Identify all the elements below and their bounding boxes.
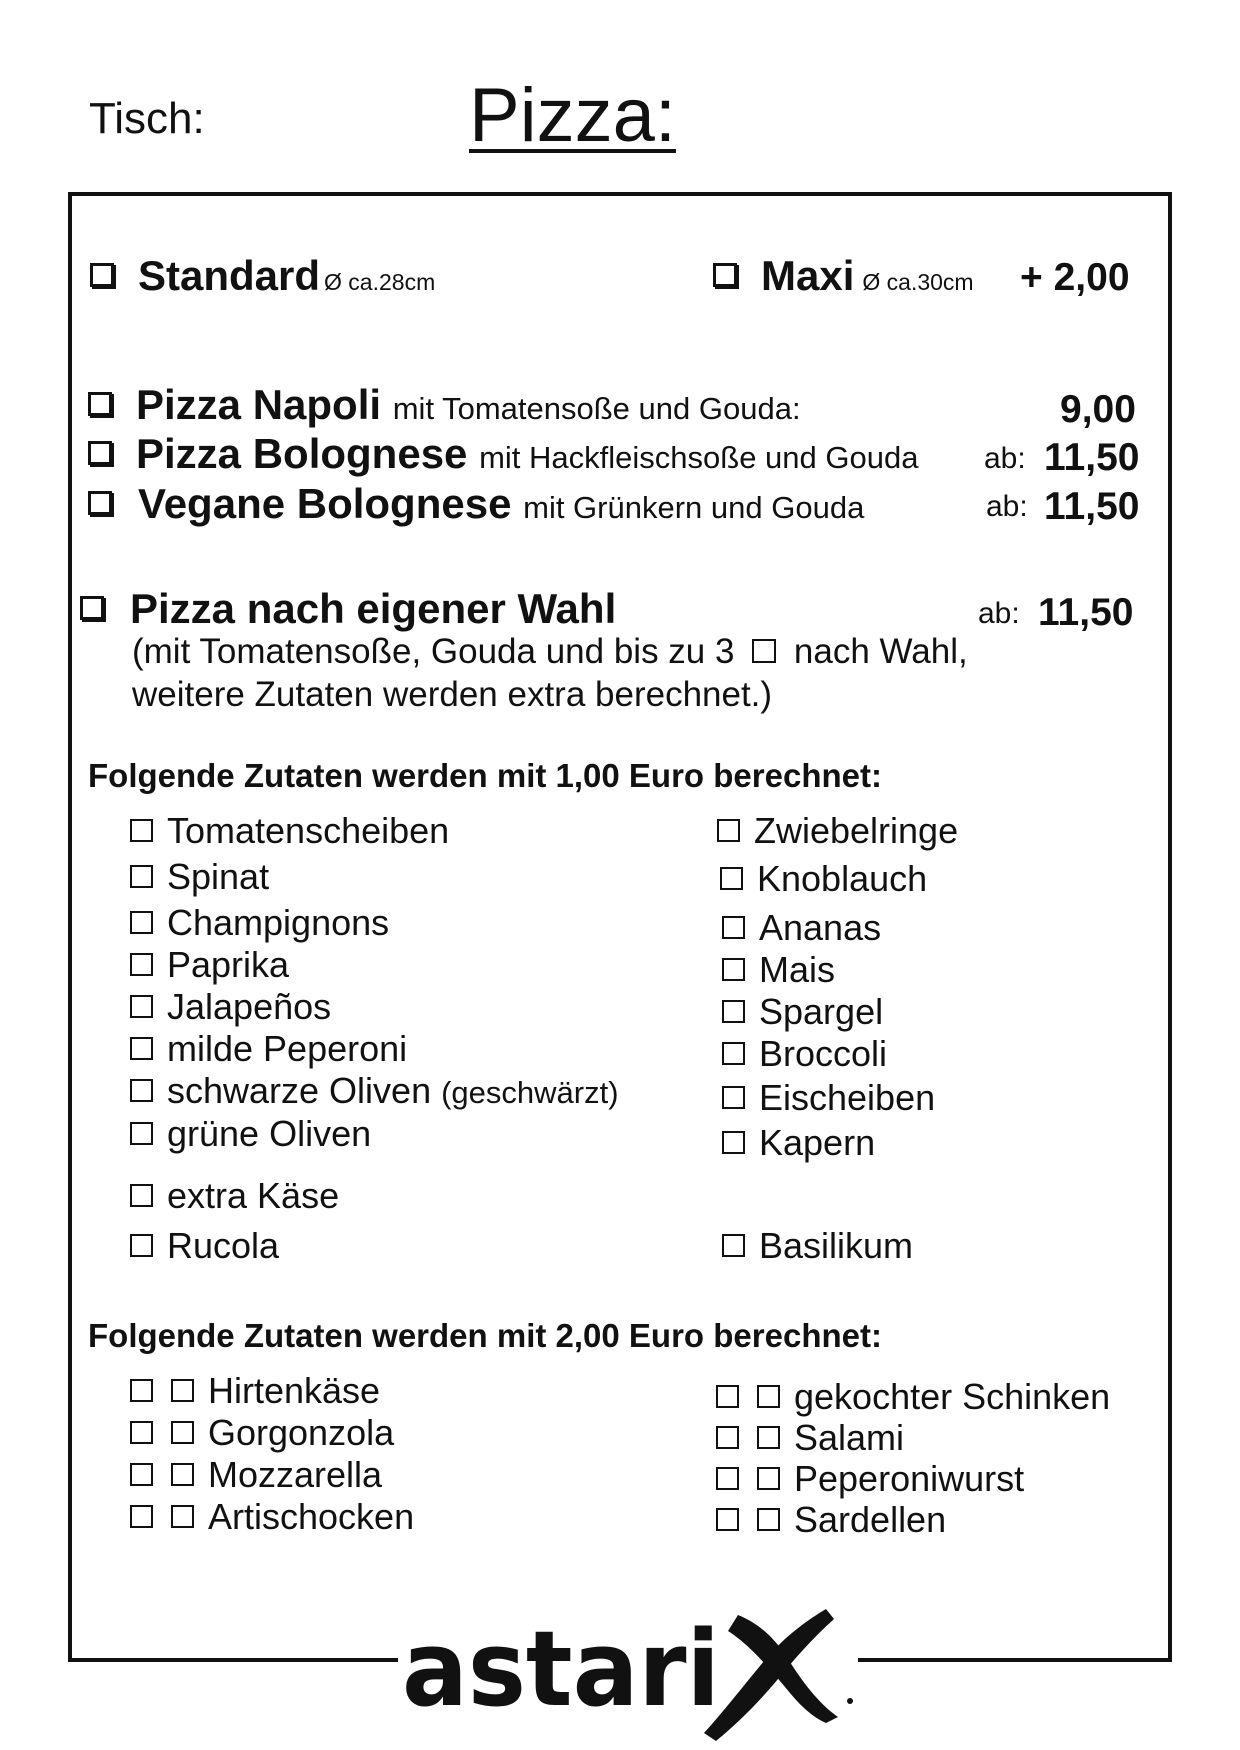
ingredient-item[interactable] (130, 856, 269, 898)
size-maxi-label: Maxi (761, 252, 855, 299)
ingredient-label: Artischocken (208, 1496, 415, 1537)
ingredient-label: Ananas (759, 907, 882, 948)
custom-note-line1 (132, 632, 968, 672)
checkbox-icon[interactable] (130, 1037, 153, 1060)
size-maxi-option[interactable] (713, 252, 974, 300)
pizza-napoli-row[interactable] (88, 381, 801, 429)
size-standard-note: Ø ca.28cm (324, 269, 436, 295)
ingredient-label: Broccoli (759, 1033, 888, 1074)
section2-heading: Folgende Zutaten werden mit 2,00 Euro berechnet: (88, 1317, 882, 1354)
pizza-name: Pizza Napoli (136, 381, 382, 428)
ingredient-label: Kapern (759, 1122, 876, 1163)
pizza-price: 11,50 (1044, 436, 1140, 479)
ingredient-label: Hirtenkäse (208, 1370, 381, 1411)
ingredient-label: Salami (794, 1417, 905, 1458)
size-standard-label: Standard (138, 252, 321, 299)
ingredient-label: Sardellen (794, 1499, 947, 1540)
ingredient-item[interactable] (130, 1113, 371, 1155)
checkbox-icon[interactable] (130, 1421, 153, 1444)
ingredient-item[interactable] (130, 1370, 380, 1412)
checkbox-icon[interactable] (722, 1086, 745, 1109)
ingredient-label: Champignons (167, 902, 390, 943)
checkbox-icon[interactable] (130, 865, 153, 888)
logo-wordmark: astari (402, 1608, 720, 1730)
ingredient-item[interactable] (130, 1028, 407, 1070)
checkbox-icon[interactable] (130, 1234, 153, 1257)
custom-price: 11,50 (1038, 591, 1134, 634)
pizza-price: 9,00 (1060, 388, 1136, 431)
ingredient-note: (geschwärzt) (441, 1075, 619, 1110)
custom-note-line2: weitere Zutaten werden extra berechnet.) (132, 675, 773, 714)
checkbox-icon[interactable] (716, 1508, 739, 1531)
checkbox-icon[interactable] (722, 958, 745, 981)
ingredient-item[interactable] (716, 1458, 1024, 1500)
logo-graphic (398, 1585, 858, 1745)
logo-dot (847, 1698, 853, 1704)
checkbox-icon[interactable] (171, 1421, 194, 1444)
ingredient-item[interactable] (716, 1417, 904, 1459)
ingredient-label: Mozzarella (208, 1454, 383, 1495)
custom-note-a: (mit Tomatensoße, Gouda und bis zu 3 (132, 632, 735, 671)
custom-pizza-row[interactable] (80, 585, 616, 633)
pizza-desc: mit Grünkern und Gouda (523, 490, 865, 525)
pizza-name: Pizza Bolognese (136, 430, 468, 477)
ingredient-item[interactable] (130, 986, 331, 1028)
checkbox-icon[interactable] (88, 491, 112, 515)
ingredient-item[interactable] (722, 991, 883, 1033)
custom-price-prefix: ab: (978, 597, 1020, 630)
ingredient-label: Rucola (167, 1225, 280, 1266)
ingredient-item[interactable] (720, 858, 927, 900)
checkbox-icon[interactable] (722, 1000, 745, 1023)
checkbox-icon[interactable] (130, 1079, 153, 1102)
checkbox-icon[interactable] (720, 867, 743, 890)
ingredient-item[interactable] (130, 1175, 339, 1217)
ingredient-item[interactable] (716, 1499, 946, 1541)
pizza-desc: mit Hackfleischsoße und Gouda (479, 440, 919, 475)
checkbox-icon[interactable] (722, 1234, 745, 1257)
checkbox-icon[interactable] (757, 1426, 780, 1449)
checkbox-icon[interactable] (757, 1508, 780, 1531)
ingredient-item[interactable] (722, 1122, 875, 1164)
checkbox-icon[interactable] (88, 441, 112, 465)
logo-x-stroke-2 (704, 1609, 834, 1741)
checkbox-icon[interactable] (88, 392, 112, 416)
checkbox-icon[interactable] (130, 1463, 153, 1486)
ingredient-label: gekochter Schinken (794, 1376, 1111, 1417)
ingredient-item[interactable] (716, 1376, 1110, 1418)
ingredient-label: grüne Oliven (167, 1113, 372, 1154)
ingredient-label: Jalapeños (167, 986, 332, 1027)
checkbox-icon[interactable] (716, 1467, 739, 1490)
ingredient-label: Tomatenscheiben (167, 810, 450, 851)
ingredient-label: Peperoniwurst (794, 1458, 1025, 1499)
checkbox-icon[interactable] (130, 953, 153, 976)
checkbox-icon[interactable] (757, 1385, 780, 1408)
checkbox-icon[interactable] (171, 1379, 194, 1402)
ingredient-item[interactable] (722, 1077, 935, 1119)
checkbox-icon[interactable] (757, 1467, 780, 1490)
checkbox-icon[interactable] (717, 819, 740, 842)
ingredient-item[interactable] (130, 1225, 279, 1267)
ingredient-label: schwarze Oliven (167, 1070, 432, 1111)
checkbox-icon[interactable] (130, 911, 153, 934)
checkbox-icon[interactable] (171, 1463, 194, 1486)
ingredient-label: extra Käse (167, 1175, 340, 1216)
size-maxi-price: + 2,00 (1020, 256, 1130, 299)
checkbox-icon[interactable] (130, 1184, 153, 1207)
table-label: Tisch: (89, 94, 205, 143)
size-standard-option[interactable] (90, 252, 435, 300)
pizza-price-prefix: ab: (986, 490, 1028, 523)
checkbox-icon[interactable] (130, 819, 153, 842)
checkbox-icon (752, 639, 776, 663)
ingredient-item[interactable] (130, 1412, 394, 1454)
checkbox-icon[interactable] (130, 995, 153, 1018)
ingredient-label: Paprika (167, 944, 290, 985)
pizza-price-prefix: ab: (984, 442, 1026, 475)
section1-heading: Folgende Zutaten werden mit 1,00 Euro berechnet: (88, 757, 882, 794)
ingredient-label: Zwiebelringe (754, 810, 959, 851)
ingredient-item[interactable] (722, 907, 881, 949)
checkbox-icon[interactable] (90, 263, 114, 287)
checkbox-icon[interactable] (716, 1426, 739, 1449)
ingredient-item[interactable] (130, 944, 289, 986)
ingredient-item[interactable] (722, 1033, 887, 1075)
checkbox-icon[interactable] (716, 1385, 739, 1408)
custom-pizza-name: Pizza nach eigener Wahl (130, 585, 617, 632)
checkbox-icon[interactable] (722, 916, 745, 939)
ingredient-item[interactable] (130, 1496, 414, 1538)
checkbox-icon[interactable] (130, 1122, 153, 1145)
ingredient-item[interactable] (130, 1070, 619, 1112)
ingredient-label: milde Peperoni (167, 1028, 408, 1069)
page-title: Pizza: (469, 73, 676, 158)
ingredient-label: Mais (759, 949, 836, 990)
pizza-desc: mit Tomatensoße und Gouda: (392, 391, 801, 426)
checkbox-icon[interactable] (130, 1379, 153, 1402)
ingredient-item[interactable] (130, 1454, 382, 1496)
ingredient-item[interactable] (722, 949, 835, 991)
ingredient-label: Knoblauch (757, 858, 928, 899)
checkbox-icon[interactable] (80, 596, 104, 620)
custom-note-b: nach Wahl, (793, 632, 968, 671)
ingredient-item[interactable] (717, 810, 958, 852)
ingredient-item[interactable] (130, 902, 389, 944)
ingredient-label: Basilikum (759, 1225, 914, 1266)
checkbox-icon[interactable] (171, 1505, 194, 1528)
ingredient-label: Eischeiben (759, 1077, 936, 1118)
pizza-name: Vegane Bolognese (138, 480, 512, 527)
ingredient-item[interactable] (722, 1225, 913, 1267)
ingredient-label: Spargel (759, 991, 884, 1032)
ingredient-label: Spinat (167, 856, 270, 897)
checkbox-icon[interactable] (130, 1505, 153, 1528)
ingredient-label: Gorgonzola (208, 1412, 395, 1453)
checkbox-icon[interactable] (713, 263, 737, 287)
astarix-logo (398, 1585, 858, 1745)
pizza-price: 11,50 (1044, 485, 1140, 528)
size-maxi-note: Ø ca.30cm (862, 269, 974, 295)
checkbox-icon[interactable] (722, 1042, 745, 1065)
pizza-bolognese-row[interactable] (88, 430, 918, 478)
checkbox-icon[interactable] (722, 1131, 745, 1154)
vegane-bolognese-row[interactable] (88, 480, 864, 528)
ingredient-item[interactable] (130, 810, 449, 852)
